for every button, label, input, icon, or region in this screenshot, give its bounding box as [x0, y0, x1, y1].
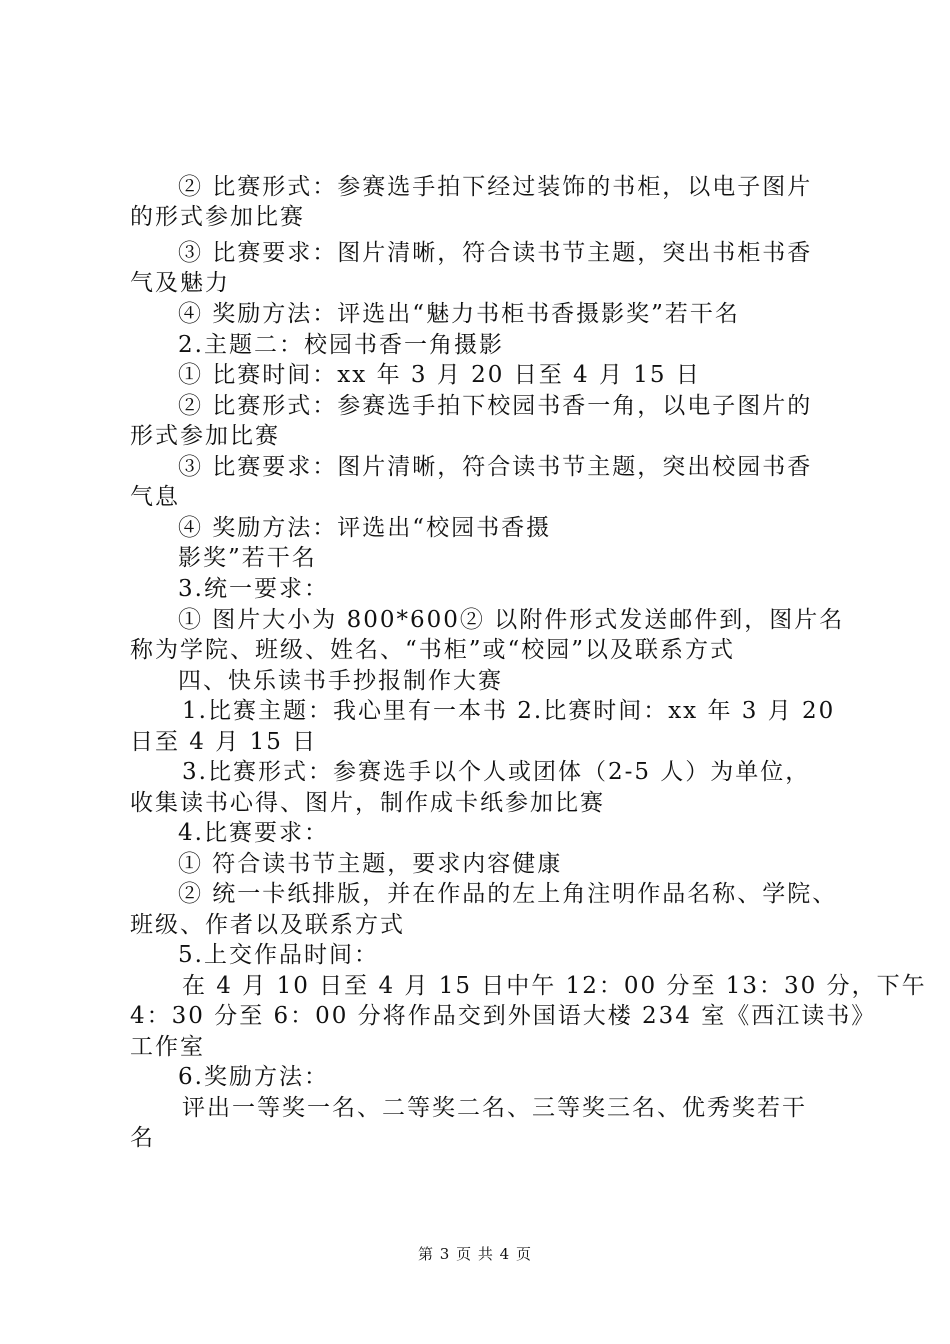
text-line: 4：30 分至 6：00 分将作品交到外国语大楼 234 室《西江读书》 [130, 1003, 877, 1029]
text-line: 名 [130, 1125, 155, 1151]
page-number: 第 3 页 共 4 页 [418, 1245, 532, 1263]
text-line: 1.比赛主题：我心里有一本书 2.比赛时间：xx 年 3 月 20 [182, 698, 836, 724]
text-line: 3.比赛形式：参赛选手以个人或团体（2-5 人）为单位， [182, 759, 811, 785]
text-line: ③ 比赛要求：图片清晰，符合读书节主题，突出校园书香 [178, 454, 813, 480]
text-line: 评出一等奖一名、二等奖二名、三等奖三名、优秀奖若干 [182, 1095, 807, 1121]
text-line: ① 符合读书节主题，要求内容健康 [178, 851, 563, 877]
text-line: 2.主题二：校园书香一角摄影 [178, 332, 504, 358]
text-line: 在 4 月 10 日至 4 月 15 日中午 12：00 分至 13：30 分，下午 [182, 973, 927, 999]
text-line: 工作室 [130, 1034, 205, 1060]
text-line: 日至 4 月 15 日 [130, 729, 318, 755]
text-line: 班级、作者以及联系方式 [130, 912, 405, 938]
text-line: ② 统一卡纸排版，并在作品的左上角注明作品名称、学院、 [178, 881, 838, 907]
text-line: ④ 奖励方法：评选出“校园书香摄 [178, 515, 552, 541]
text-line: 的形式参加比赛 [130, 204, 305, 230]
text-line: 收集读书心得、图片，制作成卡纸参加比赛 [130, 790, 605, 816]
text-line: 3.统一要求： [178, 576, 329, 602]
text-line: ④ 奖励方法：评选出“魅力书柜书香摄影奖”若干名 [178, 301, 740, 327]
text-line: ① 图片大小为 800*600② 以附件形式发送邮件到，图片名 [178, 607, 845, 633]
text-line: 称为学院、班级、姓名、“书柜”或“校园”以及联系方式 [130, 637, 736, 663]
text-line: 6.奖励方法： [178, 1064, 329, 1090]
text-line: ② 比赛形式：参赛选手拍下校园书香一角，以电子图片的 [178, 393, 813, 419]
text-line: 形式参加比赛 [130, 423, 280, 449]
text-line: ② 比赛形式：参赛选手拍下经过装饰的书柜，以电子图片 [178, 174, 813, 200]
text-line: 4.比赛要求： [178, 820, 329, 846]
text-line: ① 比赛时间：xx 年 3 月 20 日至 4 月 15 日 [178, 362, 701, 388]
text-line: 影奖”若干名 [178, 545, 317, 571]
text-line: 气息 [130, 484, 180, 510]
text-line: 5.上交作品时间： [178, 942, 379, 968]
text-line: 四、快乐读书手抄报制作大赛 [178, 668, 503, 694]
text-line: ③ 比赛要求：图片清晰，符合读书节主题，突出书柜书香 [178, 240, 813, 266]
text-line: 气及魅力 [130, 270, 230, 296]
